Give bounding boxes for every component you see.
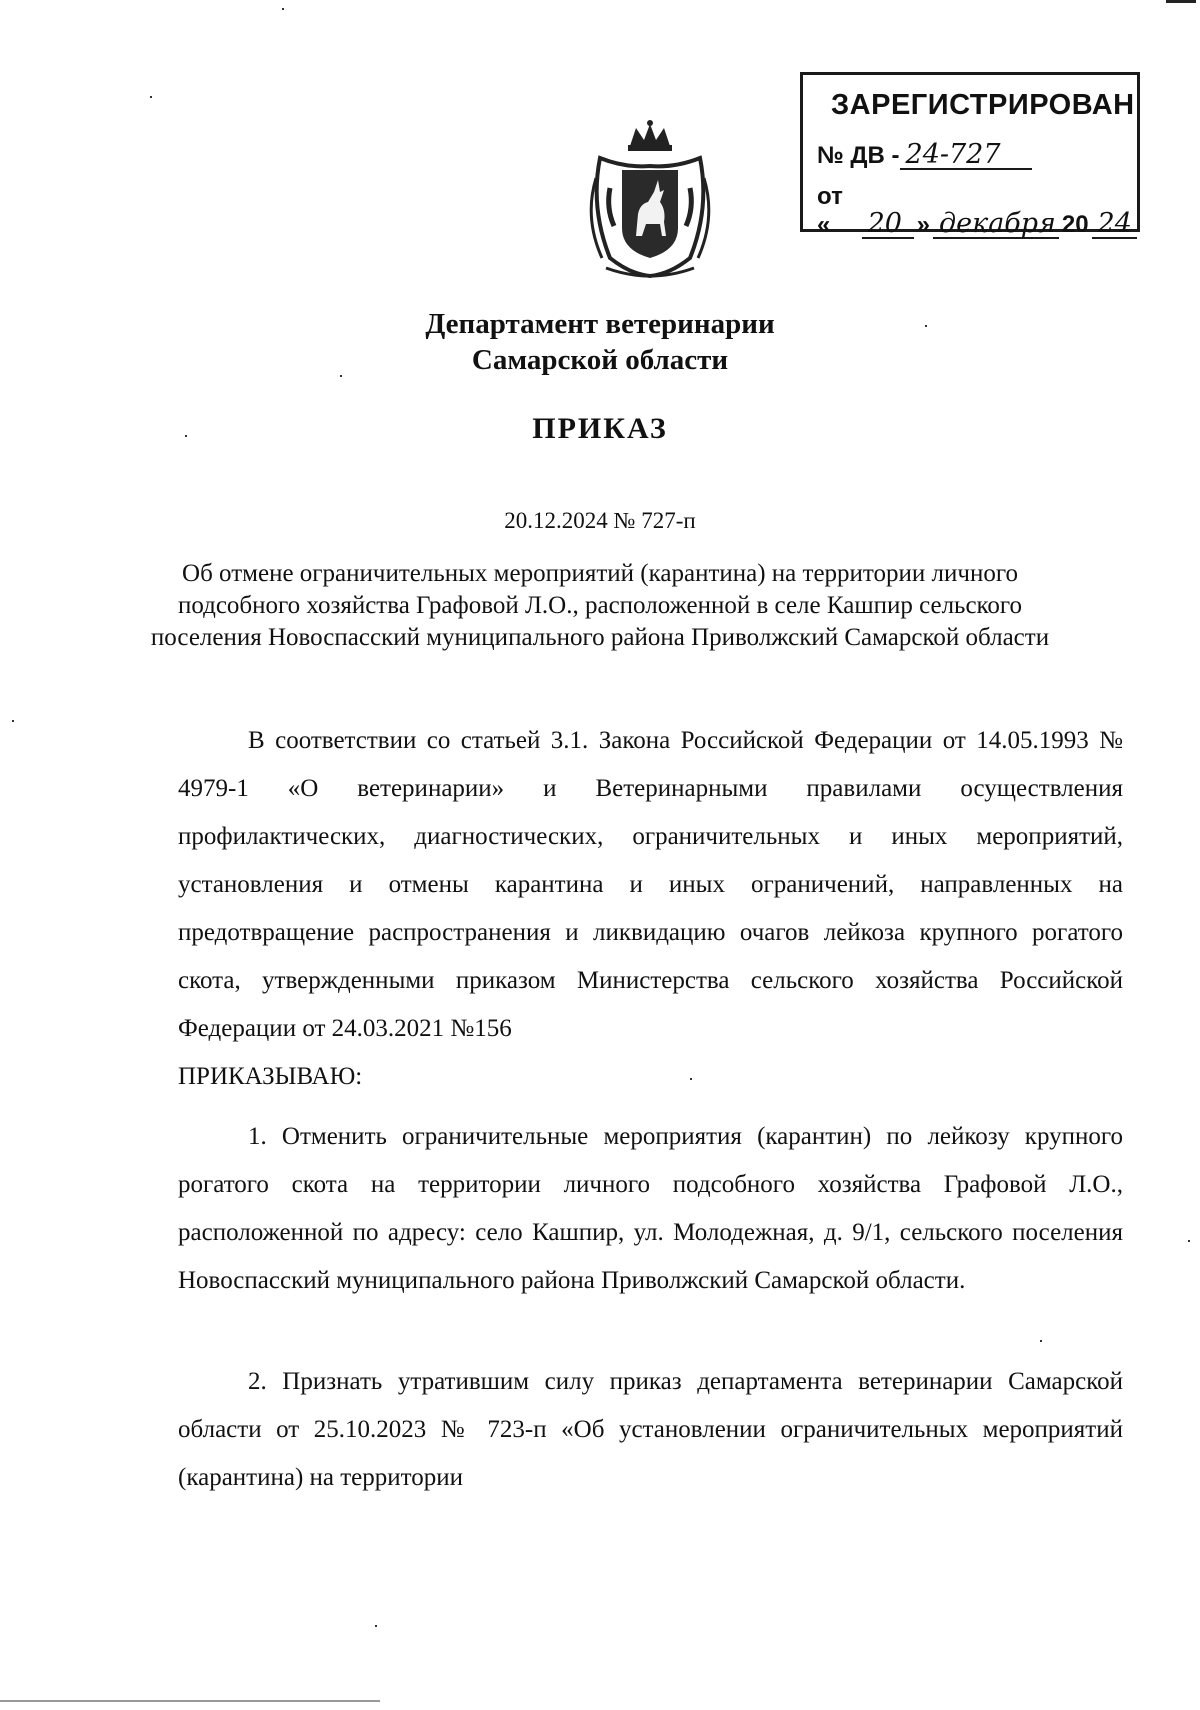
department-name-line2: Самарской области <box>471 344 729 376</box>
scan-speck <box>1188 1240 1190 1242</box>
stamp-date-prefix: от « <box>817 183 843 238</box>
document-date-number: 20.12.2024 № 727-п <box>504 508 696 533</box>
preamble-text: В соответствии со статьей 3.1. Закона Российской Федерации от 14.05.1993 № 4979-1 «О ветеринарии» и Ветеринарными правилами осуществления профилактических, диагностических, ограничительных и иных мероприятий, установления и отмены карантина и иных ограничений, направленных на предотвращение распространения и ликвидацию очагов лейкоза крупного рогатого скота, утвержденными приказом Министерства сельского хозяйства Российской Федерации от 24.03.2021 №156 <box>178 727 1123 1042</box>
document-type-heading: ПРИКАЗ <box>532 412 668 445</box>
order-item-2: 2. Признать утратившим силу приказ департамента ветеринарии Самарской области от 25.10.2023 № 723-п «Об установлении ограничительных мероприятий (карантина) на территории <box>178 1368 1123 1491</box>
department-name-line1: Департамент ветеринарии <box>425 308 775 340</box>
stamp-date-row <box>817 183 1137 239</box>
stamp-number-label: № ДВ - <box>817 142 900 169</box>
scan-speck <box>375 1625 377 1627</box>
stamp-date-day: 20 <box>862 210 914 239</box>
stamp-date-month: декабря <box>933 210 1059 239</box>
order-word: ПРИКАЗЫВАЮ: <box>178 1063 363 1090</box>
scan-bottom-line <box>0 1700 380 1702</box>
scan-speck <box>12 720 14 722</box>
stamp-number-value: 24-727 <box>900 141 1032 170</box>
stamp-date-mid: » <box>916 211 930 238</box>
scan-speck <box>925 325 927 327</box>
scan-speck <box>690 1078 692 1080</box>
stamp-number-row <box>817 141 1032 170</box>
scan-speck <box>185 435 187 437</box>
registration-stamp <box>800 72 1140 239</box>
scan-speck <box>150 96 152 98</box>
document-title: Об отмене ограничительных мероприятий (карантина) на территории личного подсобного хозяйства Графовой Л.О., расположенной в селе Кашпир сельского поселения Новоспасский муниципального района Приволжский Самарской области <box>150 560 1050 651</box>
scan-speck <box>282 8 284 10</box>
coat-of-arms-icon <box>580 118 720 280</box>
order-item-1: 1. Отменить ограничительные мероприятия (карантин) по лейкозу крупного рогатого скота на территории личного подсобного хозяйства Графовой Л.О., расположенной по адресу: село Кашпир, ул. Молодежная, д. 9/1, сельского поселения Новоспасский муниципального района Приволжский Самарской области. <box>178 1123 1123 1294</box>
scan-speck <box>1040 1340 1042 1342</box>
scan-edge-mark <box>1166 0 1196 3</box>
preamble-paragraph <box>178 717 1123 1101</box>
stamp-date-year-prefix: 20 <box>1061 211 1089 238</box>
stamp-date-year-suffix: 24 <box>1092 210 1137 239</box>
scan-speck <box>340 375 342 377</box>
stamp-title: ЗАРЕГИСТРИРОВАН <box>831 89 1135 121</box>
